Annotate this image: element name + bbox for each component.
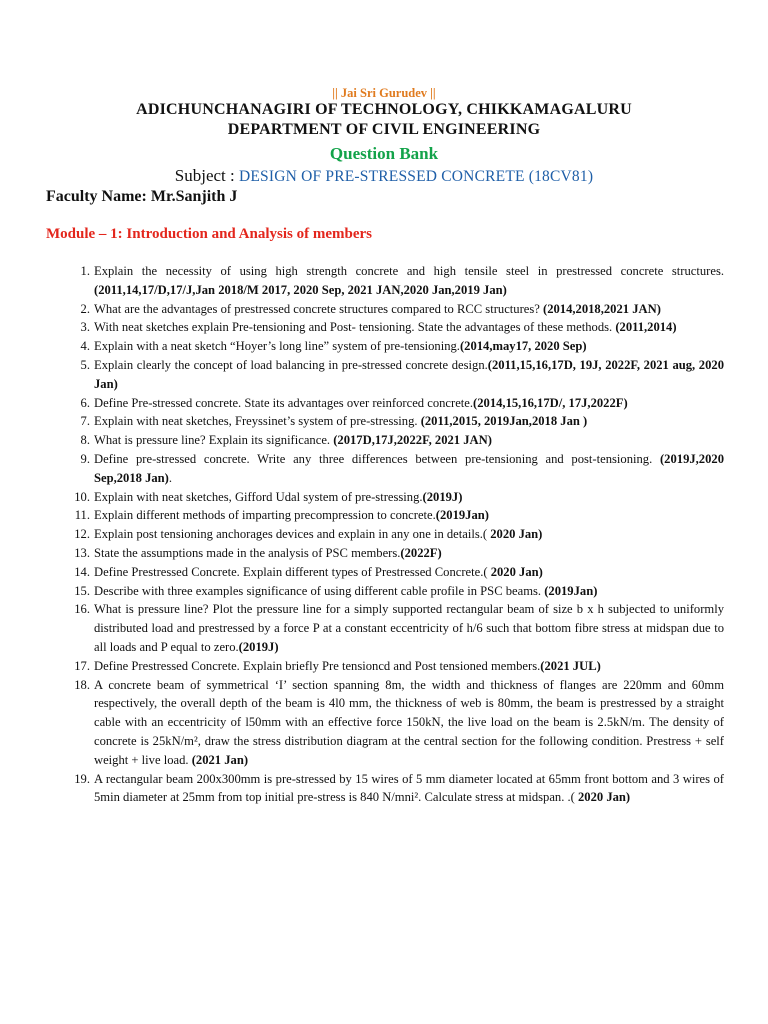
question-item (58, 657, 724, 676)
question-number: 2. (80, 301, 90, 316)
question-text: Explain with neat sketches, Gifford Udal system of pre-stressing. (94, 489, 423, 504)
question-year-tag: (2014,may17, 2020 Sep) (459, 339, 587, 354)
question-year-tag: (2019Jan) (544, 583, 598, 598)
question-year-tag: (2021 JUL) (540, 658, 601, 673)
question-number: 5. (80, 357, 90, 372)
question-text: Define Prestressed Concrete. Explain different types of Prestressed Concrete.( (94, 564, 491, 579)
question-number: 10. (74, 489, 90, 504)
institution-name: ADICHUNCHANAGIRI OF TECHNOLOGY, CHIKKAMAGALURU (136, 101, 632, 118)
question-item (58, 544, 724, 563)
question-number: 11. (74, 508, 90, 523)
blessing-line: || Jai Sri Gurudev || (332, 86, 436, 100)
question-text: Describe with three examples significance of using different cable profile in PSC beams. (94, 583, 545, 598)
question-year-tag: 2020 Jan) (490, 564, 543, 579)
question-number: 17. (74, 658, 90, 673)
question-item (58, 337, 724, 356)
question-text: State the assumptions made in the analysis of PSC members. (94, 545, 401, 560)
question-number: 3. (80, 320, 90, 335)
question-year-tag: (2011,14,17/D,17/J,Jan 2018/M 2017, 2020 Sep, 2021 JAN,2020 Jan,2019 Jan) (94, 282, 507, 297)
question-year-tag: (2022F) (400, 545, 442, 560)
question-text: Define pre-stressed concrete. Write any three differences between pre-tensioning and post-tensioning. (94, 451, 660, 466)
question-number: 9. (80, 451, 90, 466)
question-item (58, 394, 724, 413)
question-text: Define Prestressed Concrete. Explain briefly Pre tensioncd and Post tensioned members. (94, 658, 541, 673)
question-item (58, 262, 724, 300)
subject-value: DESIGN OF PRE-STRESSED CONCRETE (18CV81) (239, 168, 594, 185)
question-number: 15. (74, 583, 90, 598)
question-number: 12. (74, 527, 90, 542)
question-year-tag: 2020 Jan) (490, 527, 543, 542)
question-year-tag: (2017D,17J,2022F, 2021 JAN) (333, 433, 492, 448)
module-title: Module – 1: Introduction and Analysis of members (46, 226, 373, 242)
question-year-tag: (2019J) (238, 639, 279, 654)
question-text: Explain with neat sketches, Freyssinet’s system of pre-stressing. (94, 414, 421, 429)
question-text: With neat sketches explain Pre-tensioning and Post- tensioning. State the advantages of these methods. (94, 320, 616, 335)
question-year-tag: (2014,15,16,17D/, 17J,2022F) (473, 395, 628, 410)
question-year-tag: (2011,2014) (615, 320, 677, 335)
question-number: 1. (80, 264, 90, 278)
question-number: 19. (74, 771, 90, 786)
question-item (58, 563, 724, 582)
question-item (58, 676, 724, 770)
question-text: Explain clearly the concept of load balancing in pre-stressed concrete design. (94, 357, 488, 372)
question-tail: . (168, 470, 173, 485)
question-year-tag: (2021 Jan) (191, 752, 249, 767)
question-text: Explain the necessity of using high strength concrete and high tensile steel in prestressed concrete structures. (94, 264, 724, 278)
question-number: 14. (74, 564, 90, 579)
question-text: Explain with a neat sketch “Hoyer’s long line” system of pre-tensioning. (94, 339, 460, 354)
question-text: A concrete beam of symmetrical ‘I’ section spanning 8m, the width and thickness of flanges are 220mm and 60mm respectively, the overall depth of the beam is 4l0 mm, the thickness of web is 80mm, the beam is prestressed by a straight cable with an eccentricity of l50mm with an effective force 150kN, the live load on the beam is 2.5kN/m. The density of concrete is 25kN/m², draw the stress distribution diagram at the central section for the following condition. Prestress + self weight + live load. (94, 677, 724, 767)
question-item (58, 300, 724, 319)
question-number: 13. (74, 545, 90, 560)
question-year-tag: (2019J) (422, 489, 463, 504)
question-text: What is pressure line? Explain its significance. (94, 433, 334, 448)
question-text: What is pressure line? Plot the pressure line for a simply supported rectangular beam of size b x h subjected to uniformly distributed load and prestressed by a force P at a constant eccentricity of h/6 such that bottom fibre stress at midspan due to all loads and P equal to zero. (94, 602, 724, 654)
question-item (58, 412, 724, 431)
question-number: 16. (74, 602, 90, 617)
question-item (58, 770, 724, 808)
question-item (58, 525, 724, 544)
question-number: 6. (80, 395, 90, 410)
question-year-tag: (2011,2015, 2019Jan,2018 Jan ) (420, 414, 588, 429)
question-item (58, 318, 724, 337)
faculty-name: Faculty Name: Mr.Sanjith J (46, 188, 238, 205)
question-text: A rectangular beam 200x300mm is pre-stressed by 15 wires of 5 mm diameter located at 65mm front bottom and 3 wires of 5min diameter at 25mm from top initial pre-stress is 840 N/mni². Calculate stress at midspan. .( (94, 771, 724, 805)
question-item (58, 488, 724, 507)
question-item (58, 450, 724, 488)
question-item (58, 506, 724, 525)
question-list (58, 262, 724, 807)
question-text: Explain different methods of imparting precompression to concrete. (94, 508, 436, 523)
question-number: 18. (74, 677, 90, 692)
question-number: 7. (80, 414, 90, 429)
question-item (58, 600, 724, 656)
question-number: 4. (80, 339, 90, 354)
question-item (58, 356, 724, 394)
question-year-tag: 2020 Jan) (578, 790, 631, 805)
question-text: Define Pre-stressed concrete. State its advantages over reinforced concrete. (94, 395, 474, 410)
question-text: Explain post tensioning anchorages devices and explain in any one in details.( (94, 527, 491, 542)
question-year-tag: (2019Jan) (435, 508, 489, 523)
subject-line (0, 166, 768, 186)
question-item (58, 582, 724, 601)
department-name: DEPARTMENT OF CIVIL ENGINEERING (227, 121, 541, 138)
document-title: Question Bank (329, 144, 439, 163)
question-year-tag: (2014,2018,2021 JAN) (543, 301, 661, 316)
question-year-tag: (2011,15,16,17D, 19J, 2022F, 2021 aug, 2020 Jan) (94, 357, 724, 391)
question-text: What are the advantages of prestressed concrete structures compared to RCC structures? (94, 301, 544, 316)
question-number: 8. (80, 433, 90, 448)
question-item (58, 431, 724, 450)
subject-label: Subject : (174, 166, 239, 185)
question-year-tag: (2019J,2020 Sep,2018 Jan) (94, 451, 724, 485)
